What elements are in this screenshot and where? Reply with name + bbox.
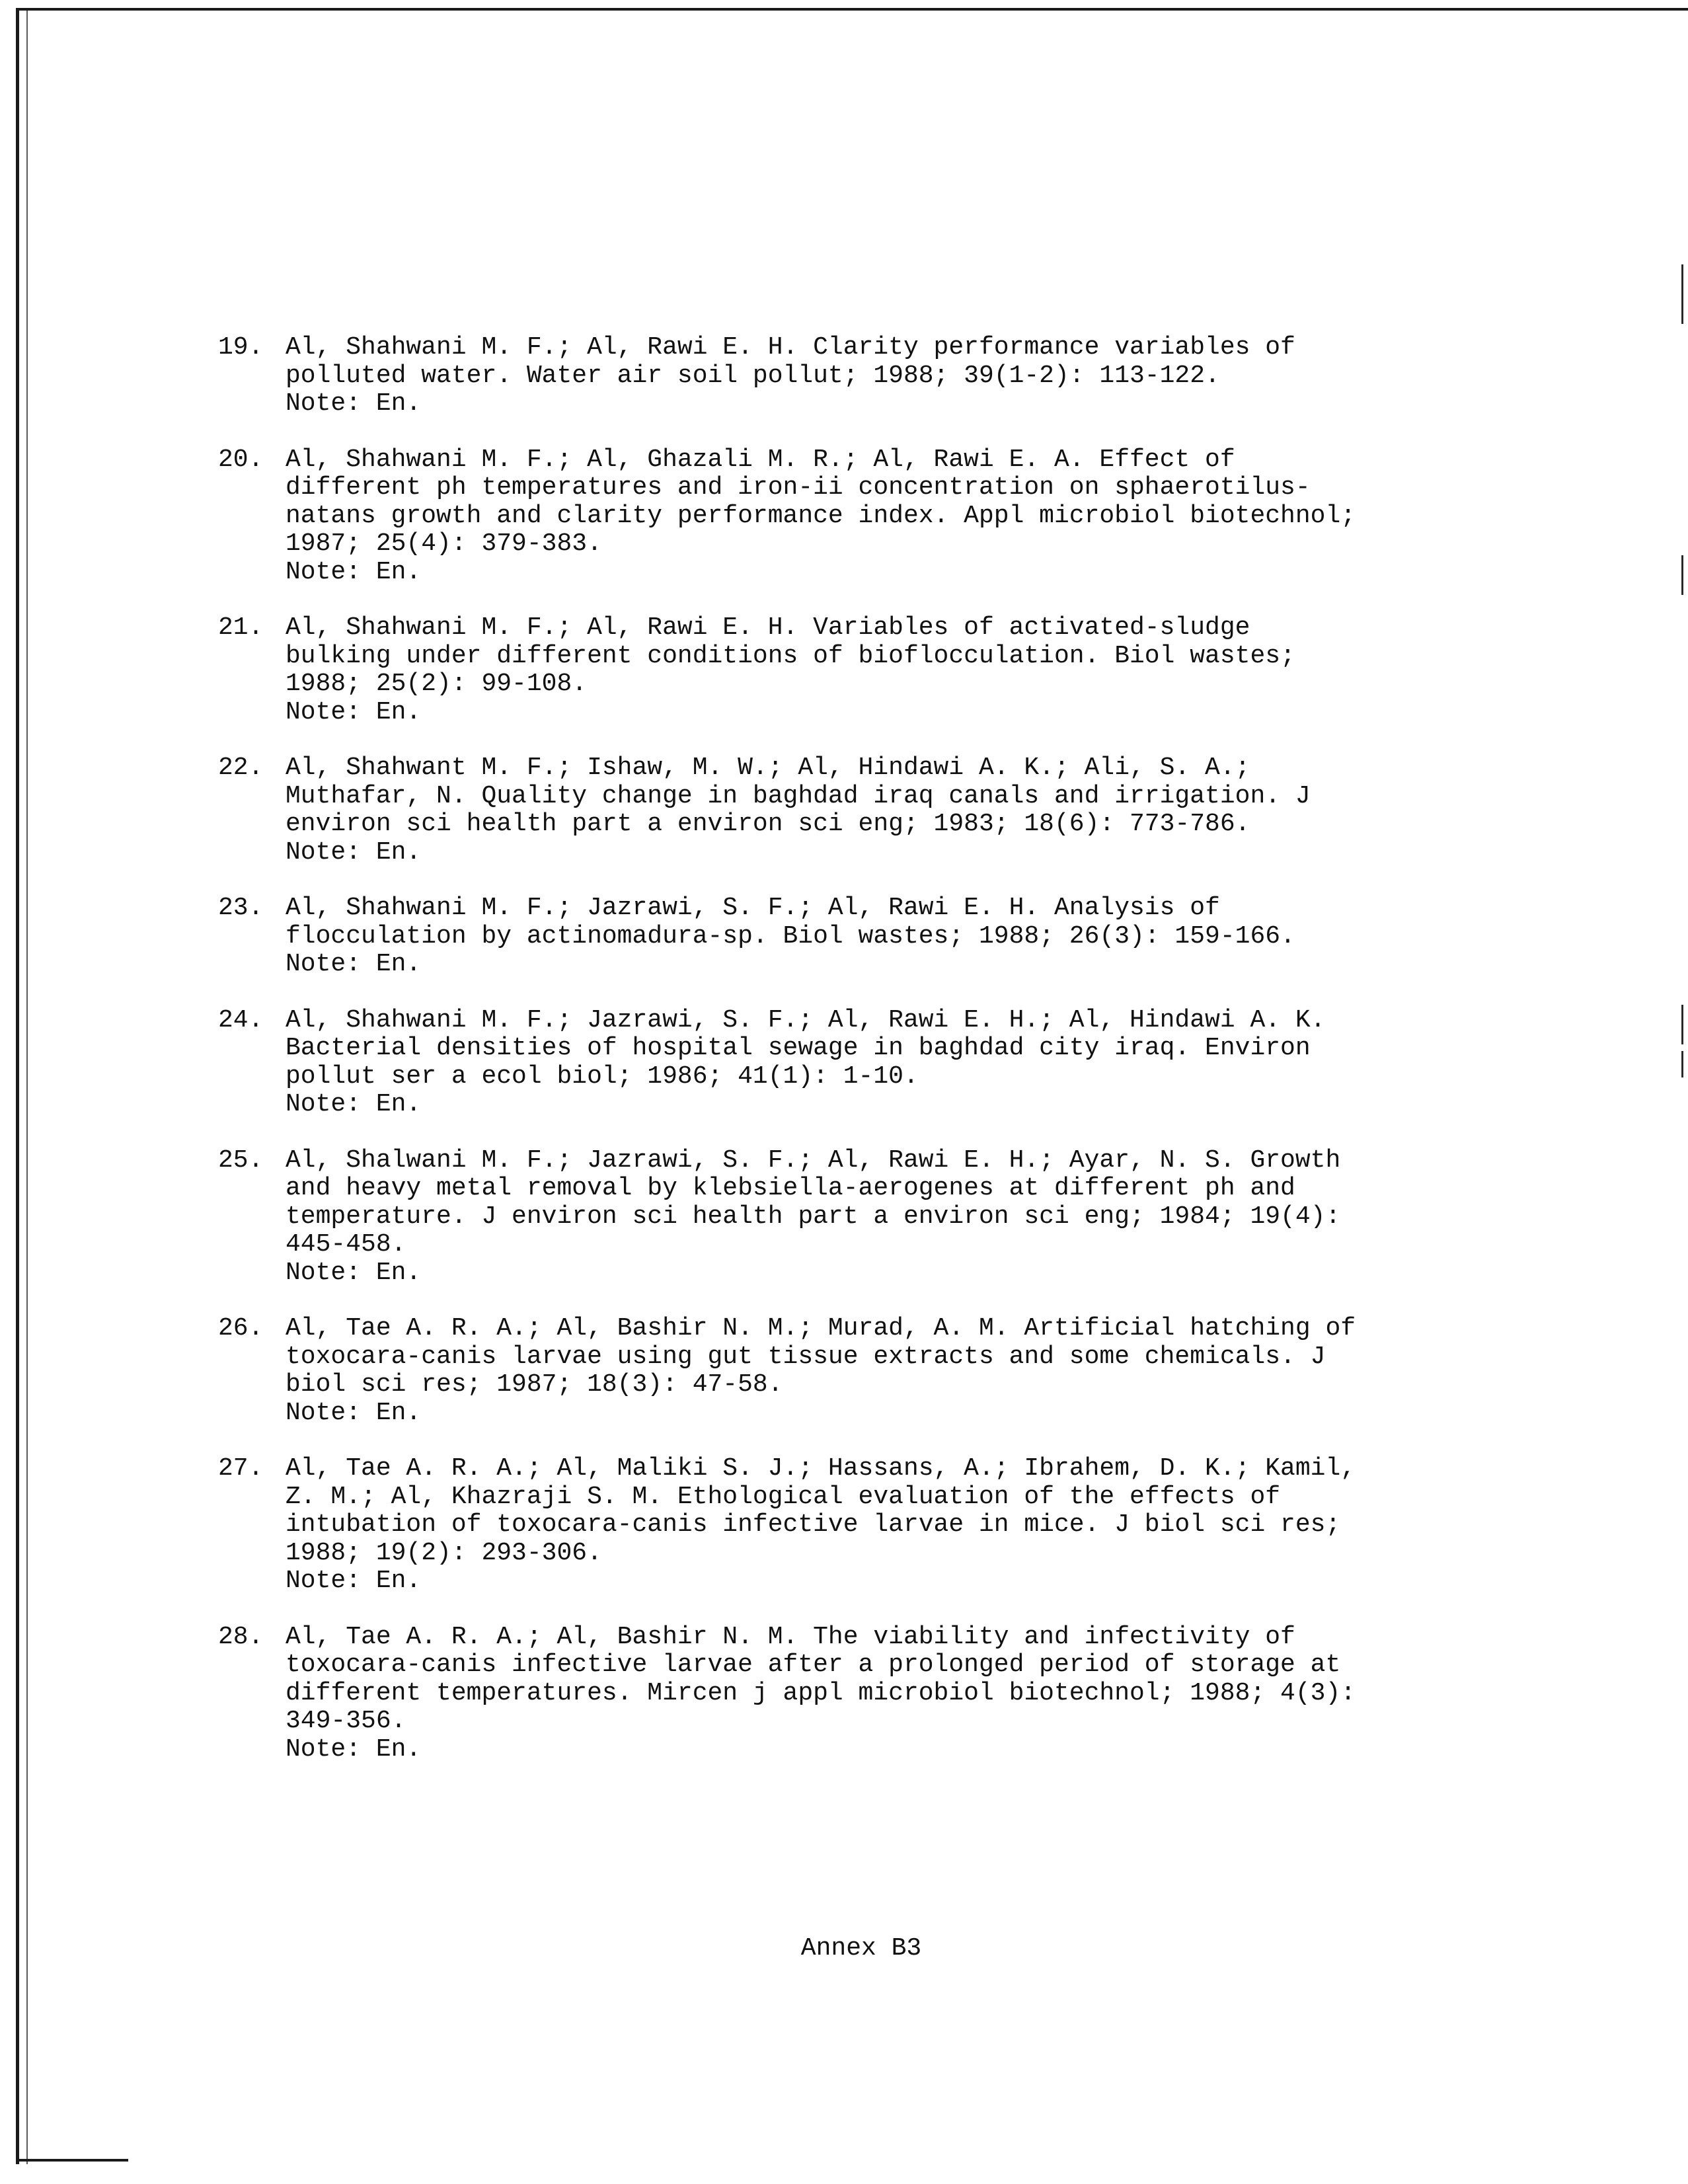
reference-text-line: 1988; 25(2): 99-108.	[286, 670, 588, 698]
scan-right-mark	[1681, 1051, 1683, 1077]
scan-right-mark	[1681, 264, 1683, 324]
reference-text-line: Note: En.	[286, 1567, 422, 1595]
reference-text-line: and heavy metal removal by klebsiella-aerogenes at different ph and	[286, 1174, 1295, 1202]
reference-text-line: Z. M.; Al, Khazraji S. M. Ethological evaluation of the effects of	[286, 1482, 1281, 1511]
scan-top-edge	[16, 8, 1688, 11]
reference-number: 25.	[218, 1146, 264, 1175]
reference-number: 21.	[218, 613, 264, 642]
reference-text-line: temperature. J environ sci health part a environ sci eng; 1984; 19(4):	[286, 1202, 1341, 1231]
reference-text-line: Al, Tae A. R. A.; Al, Maliki S. J.; Hassans, A.; Ibrahem, D. K.; Kamil,	[286, 1454, 1356, 1483]
reference-entry	[218, 1007, 1533, 1119]
reference-number: 22.	[218, 754, 264, 782]
reference-text-line: intubation of toxocara-canis infective larvae in mice. J biol sci res;	[286, 1510, 1341, 1539]
reference-text-line: 1987; 25(4): 379-383.	[286, 529, 602, 558]
reference-number: 26.	[218, 1314, 264, 1343]
reference-text-line: Note: En.	[286, 1258, 422, 1287]
reference-entry	[218, 334, 1533, 418]
reference-text-line: Al, Shahwani M. F.; Al, Ghazali M. R.; Al, Rawi E. A. Effect of	[286, 445, 1235, 474]
reference-entry	[218, 1147, 1533, 1288]
reference-text-line: Al, Shahwani M. F.; Al, Rawi E. H. Clarity performance variables of	[286, 333, 1295, 362]
reference-text-line: toxocara-canis larvae using gut tissue extracts and some chemicals. J	[286, 1342, 1326, 1371]
reference-number: 27.	[218, 1454, 264, 1483]
reference-entry	[218, 754, 1533, 867]
reference-text-line: toxocara-canis infective larvae after a prolonged period of storage at	[286, 1651, 1341, 1679]
reference-text-line: polluted water. Water air soil pollut; 1988; 39(1-2): 113-122.	[286, 361, 1220, 390]
scan-bottom-edge	[16, 2159, 128, 2162]
reference-text-line: 445-458.	[286, 1230, 406, 1259]
reference-text-line: Al, Shahwant M. F.; Ishaw, M. W.; Al, Hindawi A. K.; Ali, S. A.;	[286, 754, 1250, 782]
reference-text-line: environ sci health part a environ sci eng; 1983; 18(6): 773-786.	[286, 810, 1250, 838]
reference-entry	[218, 446, 1533, 587]
reference-text-line: Al, Tae A. R. A.; Al, Bashir N. M. The viability and infectivity of	[286, 1622, 1295, 1651]
reference-text-line: Al, Shahwani M. F.; Al, Rawi E. H. Variables of activated-sludge	[286, 613, 1250, 642]
scan-right-mark	[1681, 555, 1683, 595]
reference-text-line: Bacterial densities of hospital sewage in baghdad city iraq. Environ	[286, 1034, 1311, 1062]
scan-binding-line	[26, 9, 28, 2164]
reference-text-line: Note: En.	[286, 838, 422, 867]
reference-entry	[218, 614, 1533, 726]
reference-text-line: flocculation by actinomadura-sp. Biol wastes; 1988; 26(3): 159-166.	[286, 921, 1295, 951]
reference-entry	[218, 1623, 1533, 1764]
page-footer	[0, 1935, 1688, 1963]
reference-entry	[218, 894, 1533, 979]
reference-list	[218, 334, 1533, 1791]
reference-text-line: 349-356.	[286, 1707, 406, 1735]
reference-number: 24.	[218, 1005, 264, 1034]
reference-number: 20.	[218, 445, 264, 474]
reference-text-line: Al, Shahwani M. F.; Jazrawi, S. F.; Al, Rawi E. H. Analysis of	[286, 894, 1220, 922]
reference-text-line: Al, Tae A. R. A.; Al, Bashir N. M.; Murad, A. M. Artificial hatching of	[286, 1314, 1356, 1343]
scan-right-mark	[1681, 1005, 1683, 1044]
reference-text-line: different ph temperatures and iron-ii concentration on sphaerotilus-	[286, 473, 1311, 502]
reference-number: 19.	[218, 333, 264, 362]
reference-text-line: pollut ser a ecol biol; 1986; 41(1): 1-10.	[286, 1062, 919, 1091]
annex-label: Annex B3	[800, 1934, 922, 1963]
reference-number: 28.	[218, 1622, 264, 1651]
reference-entry	[218, 1315, 1533, 1427]
reference-text-line: bulking under different conditions of bioflocculation. Biol wastes;	[286, 641, 1295, 670]
reference-text-line: 1988; 19(2): 293-306.	[286, 1538, 602, 1567]
reference-number: 23.	[218, 894, 264, 922]
reference-text-line: different temperatures. Mircen j appl microbiol biotechnol; 1988; 4(3):	[286, 1678, 1356, 1707]
reference-text-line: Note: En.	[286, 697, 422, 726]
scan-binding-edge	[16, 9, 19, 2164]
reference-text-line: Note: En.	[286, 557, 422, 586]
reference-text-line: Note: En.	[286, 1090, 422, 1118]
reference-text-line: Note: En.	[286, 1398, 422, 1427]
reference-text-line: Note: En.	[286, 950, 422, 978]
reference-text-line: Al, Shahwani M. F.; Jazrawi, S. F.; Al, Rawi E. H.; Al, Hindawi A. K.	[286, 1005, 1326, 1034]
reference-text-line: Note: En.	[286, 389, 422, 418]
reference-text-line: Al, Shalwani M. F.; Jazrawi, S. F.; Al, Rawi E. H.; Ayar, N. S. Growth	[286, 1146, 1341, 1175]
reference-text-line: biol sci res; 1987; 18(3): 47-58.	[286, 1370, 783, 1399]
reference-entry	[218, 1455, 1533, 1596]
reference-text-line: Note: En.	[286, 1735, 422, 1764]
reference-text-line: natans growth and clarity performance index. Appl microbiol biotechnol;	[286, 501, 1356, 530]
reference-text-line: Muthafar, N. Quality change in baghdad iraq canals and irrigation. J	[286, 781, 1311, 810]
